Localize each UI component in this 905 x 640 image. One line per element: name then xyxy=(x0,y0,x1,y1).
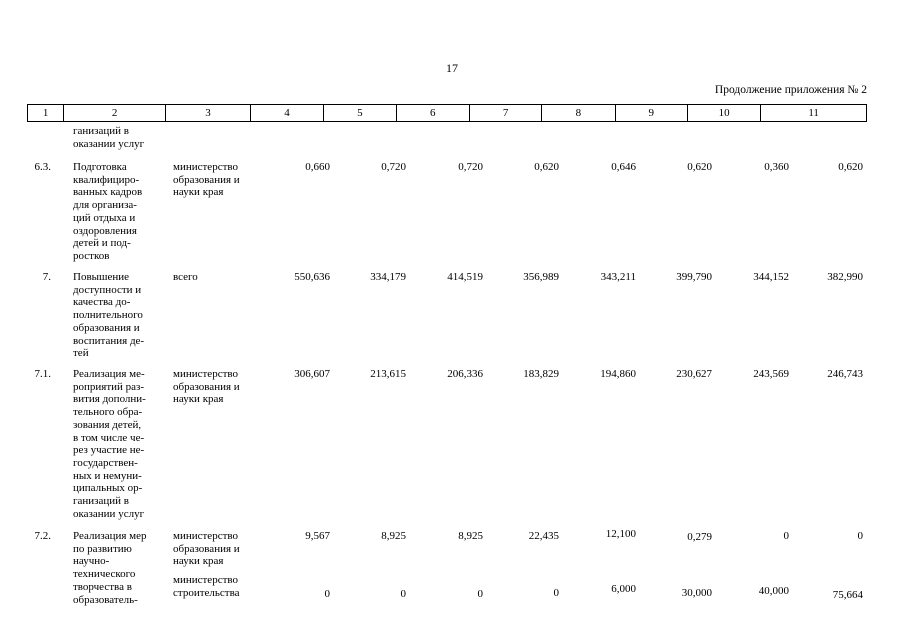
row-value-col10: 0,360 xyxy=(764,161,789,173)
header-col-5: 5 xyxy=(324,105,396,121)
row-value-col11: 0 xyxy=(857,530,863,542)
row-value-col10: 243,569 xyxy=(753,368,789,380)
row-value-col5: 334,179 xyxy=(370,271,406,283)
table-row xyxy=(27,161,867,266)
row-value-col5: 8,925 xyxy=(381,530,406,542)
row-number: 6.3. xyxy=(34,161,51,173)
row-value-col4: 0,660 xyxy=(305,161,330,173)
row-value-col4: 0 xyxy=(324,588,330,600)
header-col-10: 10 xyxy=(688,105,761,121)
row-name: Реализация ме- роприятий раз- вития дополни- тельного обра- зования детей, в том числе че- рез участие не- государствен- ных и немуни- ципальных ор- ганизаций в оказании услуг xyxy=(73,368,146,520)
row-value-col8: 12,100 xyxy=(605,528,636,540)
row-value-col11: 0,620 xyxy=(838,161,863,173)
row-executor: министерство строительства xyxy=(173,574,240,599)
row-value-col4: 306,607 xyxy=(294,368,330,380)
row-value-col4: 550,636 xyxy=(294,271,330,283)
row-value-col7: 183,829 xyxy=(523,368,559,380)
header-col-4: 4 xyxy=(251,105,324,121)
header-col-6: 6 xyxy=(397,105,470,121)
row-name-continuation: ганизаций в оказании услуг xyxy=(73,125,145,150)
header-col-2: 2 xyxy=(64,105,166,121)
row-number: 7. xyxy=(42,271,51,283)
row-value-col10: 40,000 xyxy=(758,585,789,597)
row-value-col5: 0,720 xyxy=(381,161,406,173)
appendix-continuation-label: Продолжение приложения № 2 xyxy=(714,84,867,96)
row-value-col8: 6,000 xyxy=(611,583,636,595)
header-col-11: 11 xyxy=(808,107,819,119)
row-value-col9: 0,279 xyxy=(687,531,712,543)
row-value-col11: 75,664 xyxy=(832,589,863,601)
row-value-col7: 0,620 xyxy=(534,161,559,173)
row-value-col8: 194,860 xyxy=(600,368,636,380)
row-value-col8: 0,646 xyxy=(611,161,636,173)
row-value-col10: 0 xyxy=(783,530,789,542)
row-value-col8: 343,211 xyxy=(600,271,636,283)
row-name: Реализация мер по развитию научно- технического творчества в образователь- xyxy=(73,530,147,606)
row-value-col7: 22,435 xyxy=(528,530,559,542)
row-executor: министерство образования и науки края xyxy=(173,530,240,568)
row-value-col5: 0 xyxy=(400,588,406,600)
row-executor: министерство образования и науки края xyxy=(173,368,240,406)
row-value-col6: 8,925 xyxy=(458,530,483,542)
header-col-3: 3 xyxy=(166,105,251,121)
table-row xyxy=(27,530,867,638)
row-value-col10: 344,152 xyxy=(753,271,789,283)
row-value-col6: 414,519 xyxy=(447,271,483,283)
header-col-7: 7 xyxy=(470,105,542,121)
table-row xyxy=(27,271,867,363)
table-row xyxy=(27,368,867,523)
row-value-col4: 9,567 xyxy=(305,530,330,542)
row-value-col6: 206,336 xyxy=(447,368,483,380)
row-value-col7: 356,989 xyxy=(523,271,559,283)
row-number: 7.1. xyxy=(34,368,51,380)
row-value-col11: 382,990 xyxy=(827,271,863,283)
sub-row-ministry-construction xyxy=(27,574,867,604)
row-value-col9: 30,000 xyxy=(681,587,712,599)
row-executor: министерство образования и науки края xyxy=(173,161,240,199)
header-col-9: 9 xyxy=(616,105,688,121)
table-row-continuation xyxy=(27,125,867,155)
row-executor: всего xyxy=(173,271,198,283)
row-value-col6: 0 xyxy=(477,588,483,600)
header-col-1: 1 xyxy=(28,105,64,121)
row-value-col9: 230,627 xyxy=(676,368,712,380)
row-value-col9: 399,790 xyxy=(676,271,712,283)
table-header xyxy=(27,104,867,122)
row-value-col6: 0,720 xyxy=(458,161,483,173)
row-name: Повышение доступности и качества до- полнительного образования и воспитания де- тей xyxy=(73,271,145,360)
row-name: Подготовка квалифициро- ванных кадров для организа- ций отдыха и оздоровления детей и под- ростков xyxy=(73,161,143,262)
row-value-col11: 246,743 xyxy=(827,368,863,380)
header-col-8: 8 xyxy=(542,105,615,121)
row-value-col7: 0 xyxy=(553,587,559,599)
row-value-col5: 213,615 xyxy=(370,368,406,380)
row-value-col9: 0,620 xyxy=(687,161,712,173)
page-number: 17 xyxy=(446,61,458,75)
row-number: 7.2. xyxy=(34,530,51,542)
